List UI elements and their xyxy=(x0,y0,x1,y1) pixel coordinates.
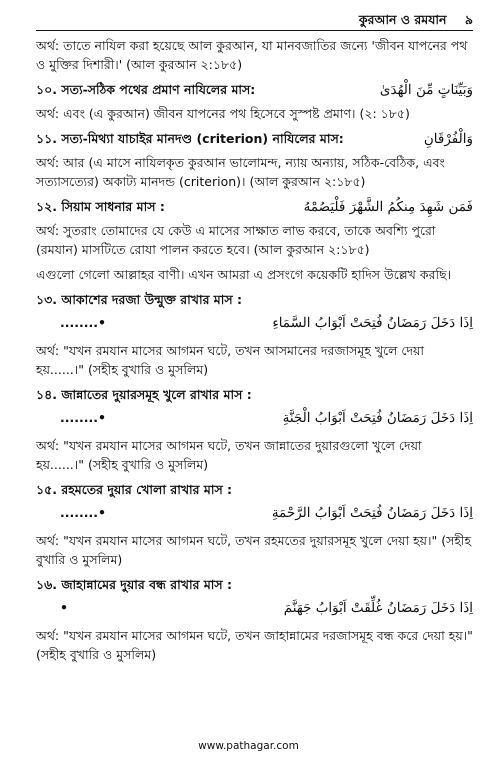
section-14-verse xyxy=(36,408,473,428)
section-10-heading xyxy=(36,80,473,100)
section-10-meaning: অর্থ: এবং (এ কুরআন) জীবন যাপনের পথ হিসেবে সুস্পষ্ট প্রমাণ। (২: ১৮৫) xyxy=(36,106,410,121)
section-16-dots: • xyxy=(60,600,68,615)
section-16-arabic: اِذَا دَخَلَ رَمَضَانُ غُلِّقَتْ اَبْوَابُ جَهَنَّمَ xyxy=(283,600,473,616)
section-15-meaning: অর্থ: "যখন রমযান মাসের আগমন ঘটে, তখন রহমতের দুয়ারসমূহ খুলে দেয়া হয়।" (সহীহ বুখারি ও মুসলিম) xyxy=(36,533,472,567)
page-body xyxy=(36,36,473,670)
section-11-arabic: وَالْفُرْقَانِ xyxy=(423,131,473,147)
section-14-title: ১৪. জান্নাতের দুয়ারসমূহ খুলে রাখার মাস : xyxy=(36,387,252,402)
section-13-title: ১৩. আকাশের দরজা উন্মুক্ত রাখার মাস : xyxy=(36,292,242,307)
section-14-heading xyxy=(36,385,473,404)
section-15-dots: ........• xyxy=(60,505,106,520)
section-12-title: ১২. সিয়াম সাধনার মাস : xyxy=(36,199,165,214)
section-12-heading xyxy=(36,197,473,217)
section-11-meaning: অর্থ: আর (এ মাসে নাযিলকৃত কুরআন ভালোমন্দ, ন্যায় অন্যায়, সঠিক-বেঠিক, এবং সত্যাসত্যের) অকাট্য মানদন্ড (criterion)। (আল কুরআন ২:১৮৫) xyxy=(36,155,445,189)
section-12-arabic: فَمَن شَهِدَ مِنكُمُ الشَّهْرَ فَلْيَصُمْهُ xyxy=(303,199,473,215)
section-16-verse xyxy=(36,598,473,618)
transition-text: এগুলো গেলো আল্লাহর বাণী। এখন আমরা এ প্রসংগে কয়েকটি হাদিস উল্লেখ করছি। xyxy=(36,267,452,282)
section-16-meaning: অর্থ: "যখন রমযান মাসের আগমন ঘটে, তখন জাহান্নামের দরজাসমূহ বন্ধ করে দেয়া হয়।" (সহীহ বুখারি ও মুসলিম) xyxy=(36,628,473,662)
section-12-meaning: অর্থ: সুতরাং তোমাদের যে কেউ এ মাসের সাক্ষাত লাভ করবে, তাকে অবশ্যি পুরো (রমযান) মাসটিতে রোযা পালন করতে হবে। (আল কুরআন ২:১৮৫) xyxy=(36,223,436,257)
page-number: ৯ xyxy=(464,12,473,27)
running-header xyxy=(359,10,473,29)
footer-url[interactable]: www.pathagar.com xyxy=(198,740,299,752)
section-13-meaning: অর্থ: "যখন রমযান মাসের আগমন ঘটে, তখন আসমানের দরজাসমূহ খুলে দেয়া হয়......।" (সহীহ বুখারি ও মুসলিম) xyxy=(36,343,425,377)
section-14-dots: ........• xyxy=(60,410,106,425)
section-14-meaning: অর্থ: "যখন রমযান মাসের আগমন ঘটে, তখন জান্নাতের দুয়ারগুলো খুলে দেয়া হয়......।" (সহীহ বুখারি ও মুসলিম) xyxy=(36,438,422,472)
header-title: কুরআন ও রমযান xyxy=(358,12,447,27)
section-13-verse xyxy=(36,313,473,333)
section-10-arabic: وَبَيِّنَاتٍ مِّنَ الْهُدَىٰ xyxy=(379,82,473,98)
section-15-title: ১৫. রহমতের দুয়ার খোলা রাখার মাস : xyxy=(36,482,233,497)
section-13-dots: ........• xyxy=(60,315,106,330)
section-11-title: ১১. সত্য-মিথ্যা যাচাইর মানদণ্ড (criterion) নাযিলের মাস: xyxy=(36,131,344,146)
section-13-heading xyxy=(36,290,473,309)
section-11-heading xyxy=(36,129,473,149)
section-15-heading xyxy=(36,480,473,499)
section-13-arabic: اِذَا دَخَلَ رَمَضَانُ فُتِحَتْ اَبْوَابُ السَّمَاءِ xyxy=(272,315,473,331)
section-15-verse xyxy=(36,503,473,523)
section-16-heading xyxy=(36,575,473,594)
section-14-arabic: اِذَا دَخَلَ رَمَضَانُ فُتِحَتْ اَبْوَابُ الْجَنَّةِ xyxy=(282,410,473,426)
section-15-arabic: اِذَا دَخَلَ رَمَضَانُ فُتِحَتْ اَبْوَابُ الرَّحْمَةِ xyxy=(271,505,473,521)
header-rule xyxy=(36,30,473,31)
intro-meaning: অর্থ: তাতে নাযিল করা হয়েছে আল কুরআন, যা মানবজাতির জন্যে 'জীবন যাপনের পথ ও মুক্তির দিশারী।' (আল কুরআন ২:১৮৫) xyxy=(36,38,468,72)
section-16-title: ১৬. জাহান্নামের দুয়ার বন্ধ রাখার মাস : xyxy=(36,577,233,592)
section-10-title: ১০. সত্য-সঠিক পথের প্রমাণ নাযিলের মাস: xyxy=(36,82,256,97)
